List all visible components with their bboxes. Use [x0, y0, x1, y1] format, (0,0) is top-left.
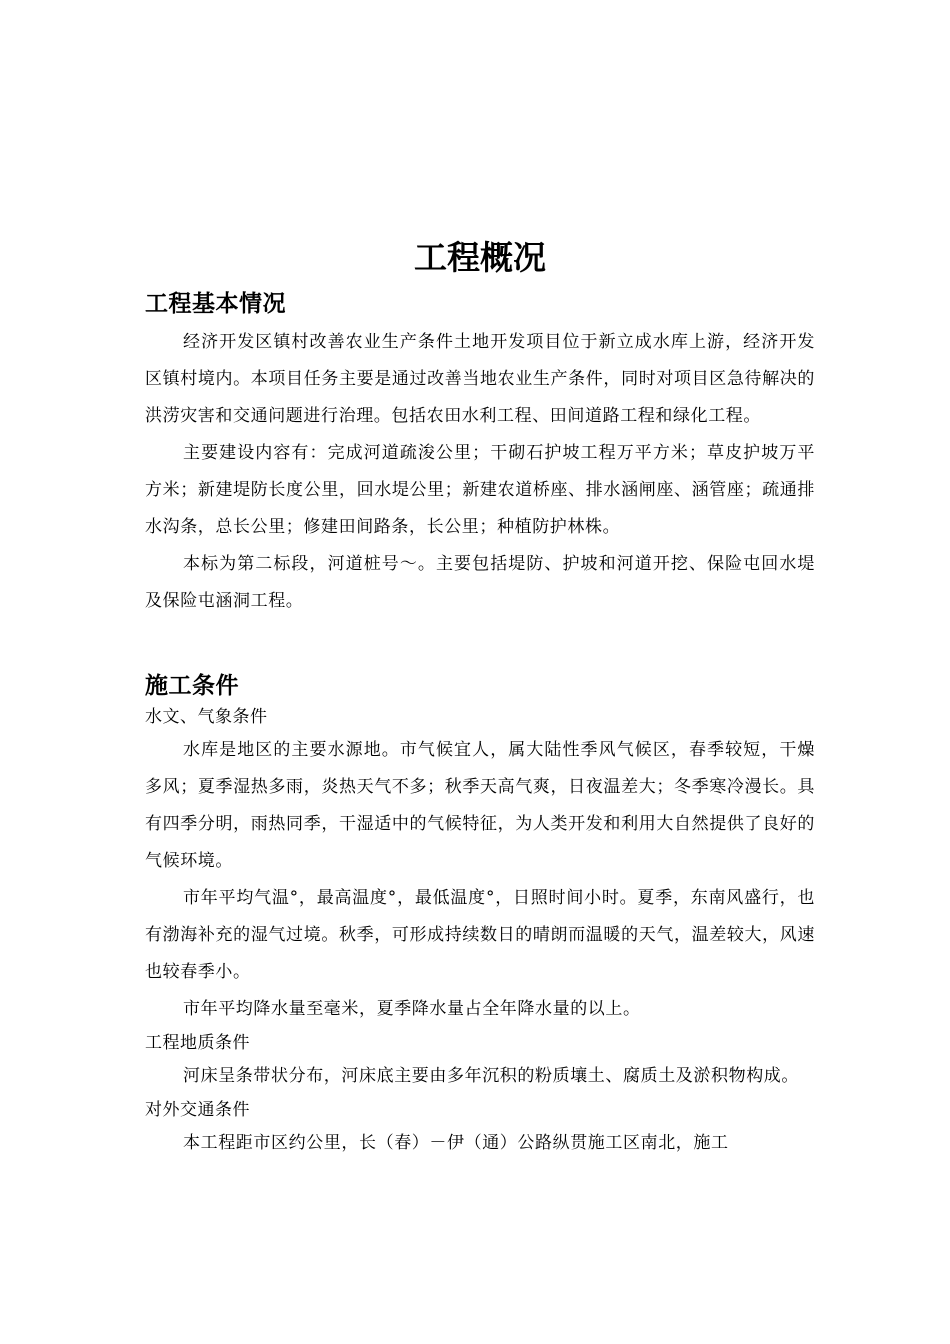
subsection-geology	[145, 1028, 815, 1095]
paragraph: 经济开发区镇村改善农业生产条件土地开发项目位于新立成水库上游，经济开发区镇村境内。本项目任务主要是通过改善当地农业生产条件，同时对项目区急待解决的洪涝灾害和交通问题进行治理。包括农田水利工程、田间道路工程和绿化工程。	[145, 332, 815, 426]
section-basic-info	[145, 288, 815, 620]
section-heading: 工程基本情况	[145, 291, 286, 317]
paragraph: 本标为第二标段，河道桩号～。主要包括堤防、护坡和河道开挖、保险屯回水堤及保险屯涵洞工程。	[145, 554, 815, 611]
subsection-hydrology-weather	[145, 702, 815, 1028]
subsection-heading: 工程地质条件	[145, 1033, 250, 1053]
paragraph: 主要建设内容有：完成河道疏浚公里；干砌石护坡工程万平方米；草皮护坡万平方米；新建堤防长度公里，回水堤公里；新建农道桥座、排水涵闸座、涵管座；疏通排水沟条，总长公里；修建田间路条，长公里；种植防护林株。	[145, 443, 815, 537]
subsection-heading: 对外交通条件	[145, 1100, 250, 1120]
paragraph: 水库是地区的主要水源地。市气候宜人，属大陆性季风气候区，春季较短，干燥多风；夏季湿热多雨，炎热天气不多；秋季天高气爽，日夜温差大；冬季寒冷漫长。具有四季分明，雨热同季，干湿适中的气候特征，为人类开发和利用大自然提供了良好的气候环境。	[145, 740, 815, 871]
subsection-heading: 水文、气象条件	[145, 707, 268, 727]
paragraph: 河床呈条带状分布，河床底主要由多年沉积的粉质壤土、腐质土及淤积物构成。	[183, 1066, 799, 1086]
paragraph: 市年平均气温°，最高温度°，最低温度°，日照时间小时。夏季，东南风盛行，也有渤海补充的湿气过境。秋季，可形成持续数日的晴朗而温暖的天气，温差较大，风速也较春季小。	[145, 888, 815, 982]
section-construction-conditions	[145, 670, 815, 1162]
paragraph: 市年平均降水量至毫米，夏季降水量占全年降水量的以上。	[183, 999, 641, 1019]
document-title: 工程概况	[414, 238, 546, 277]
section-heading: 施工条件	[145, 673, 239, 699]
subsection-transport	[145, 1095, 815, 1162]
paragraph: 本工程距市区约公里，长（春）－伊（通）公路纵贯施工区南北，施工	[183, 1133, 729, 1153]
